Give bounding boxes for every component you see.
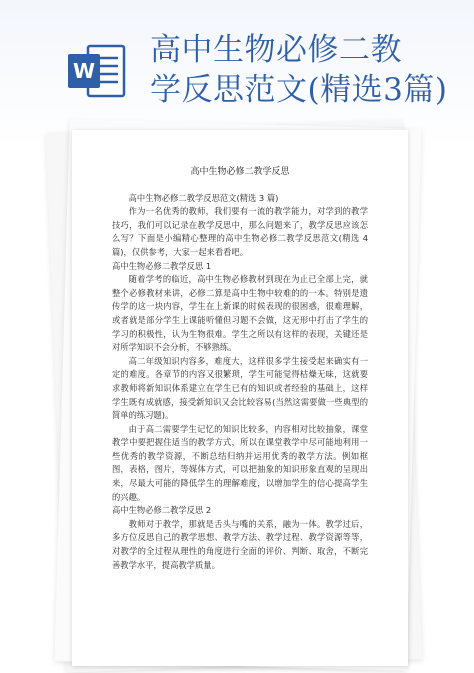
header-title <box>150 30 460 110</box>
word-document-icon <box>66 40 128 102</box>
header-title-line-1: 高中生物必修二教 <box>150 32 402 68</box>
paragraph: 高中生物必修二教学反思范文(精选 3 篇) <box>128 192 279 203</box>
paragraph: 由于高二需要学生记忆的知识比较多，内容相对比较抽象，课堂教学中要把握住适当的教学方式，所以在课堂教学中尽可能地利用一些优秀的教学资源，不断总结归纳并运用优秀的教学方法。例如框图，表格，图片，等媒体方式，可以把抽象的知识形象直观的呈现出来，尽最大可能的降低学生的理解难度，以增加学生的信心提高学生的兴趣。 <box>112 423 368 502</box>
word-icon-letter: W <box>72 59 96 83</box>
document-page <box>72 130 408 666</box>
paragraph: 作为一名优秀的教师，我们要有一流的教学能力，对学到的教学技巧，我们可以记录在教学反思中，那么问题来了，教学反思应该怎么写？下面是小编精心整理的高中生物必修二教学反思范文(精选 4 篇)，仅供参考，大家一起来看看吧。 <box>112 206 368 257</box>
paragraph: 随着学考的临近，高中生物必修教材到现在为止已全部上完，就整个必修教材来讲，必修二算是高中生物中较难的的一本。特别是遗传学的这一块内容，学生在上新课的时候表现的很困惑，很难理解，或者就是部分学生上课能听懂但习题不会做，这无形中打击了学生的学习的积极性，认为生物很难。学生之所以有这样的表现，关键还是对所学知识不会分析，不够熟练。 <box>112 274 368 353</box>
section-heading: 高中生物必修二教学反思 2 <box>112 505 212 516</box>
document-title: 高中生物必修二教学反思 <box>190 167 290 177</box>
document-body <box>112 166 368 572</box>
section-heading: 高中生物必修二教学反思 1 <box>112 260 212 271</box>
paragraph: 教师对于教学，那就是舌头与嘴的关系，融为一体。教学过后，多方位反思自己的教学思想、教学方法、教学过程、教学资源等等，对教学的全过程从理性的角度进行全面的评价、判断、取舍，不断完善教学水平，提高教学质量。 <box>112 518 368 570</box>
paragraph: 高二年级知识内容多，难度大，这样很多学生接受起来确实有一定的难度。各章节的内容又很繁琐，学生可能觉得枯燥无味，这就要求教师将新知识体系建立在学生已有的知识或者经验的基础上，这样学生既有成就感，接受新知识又会比较容易(当然这需要做一些典型的简单的练习题)。 <box>112 355 368 421</box>
header-title-line-2: 学反思范文(精选3篇) <box>150 72 448 108</box>
document-paragraphs <box>112 192 368 573</box>
header-banner <box>0 0 474 112</box>
